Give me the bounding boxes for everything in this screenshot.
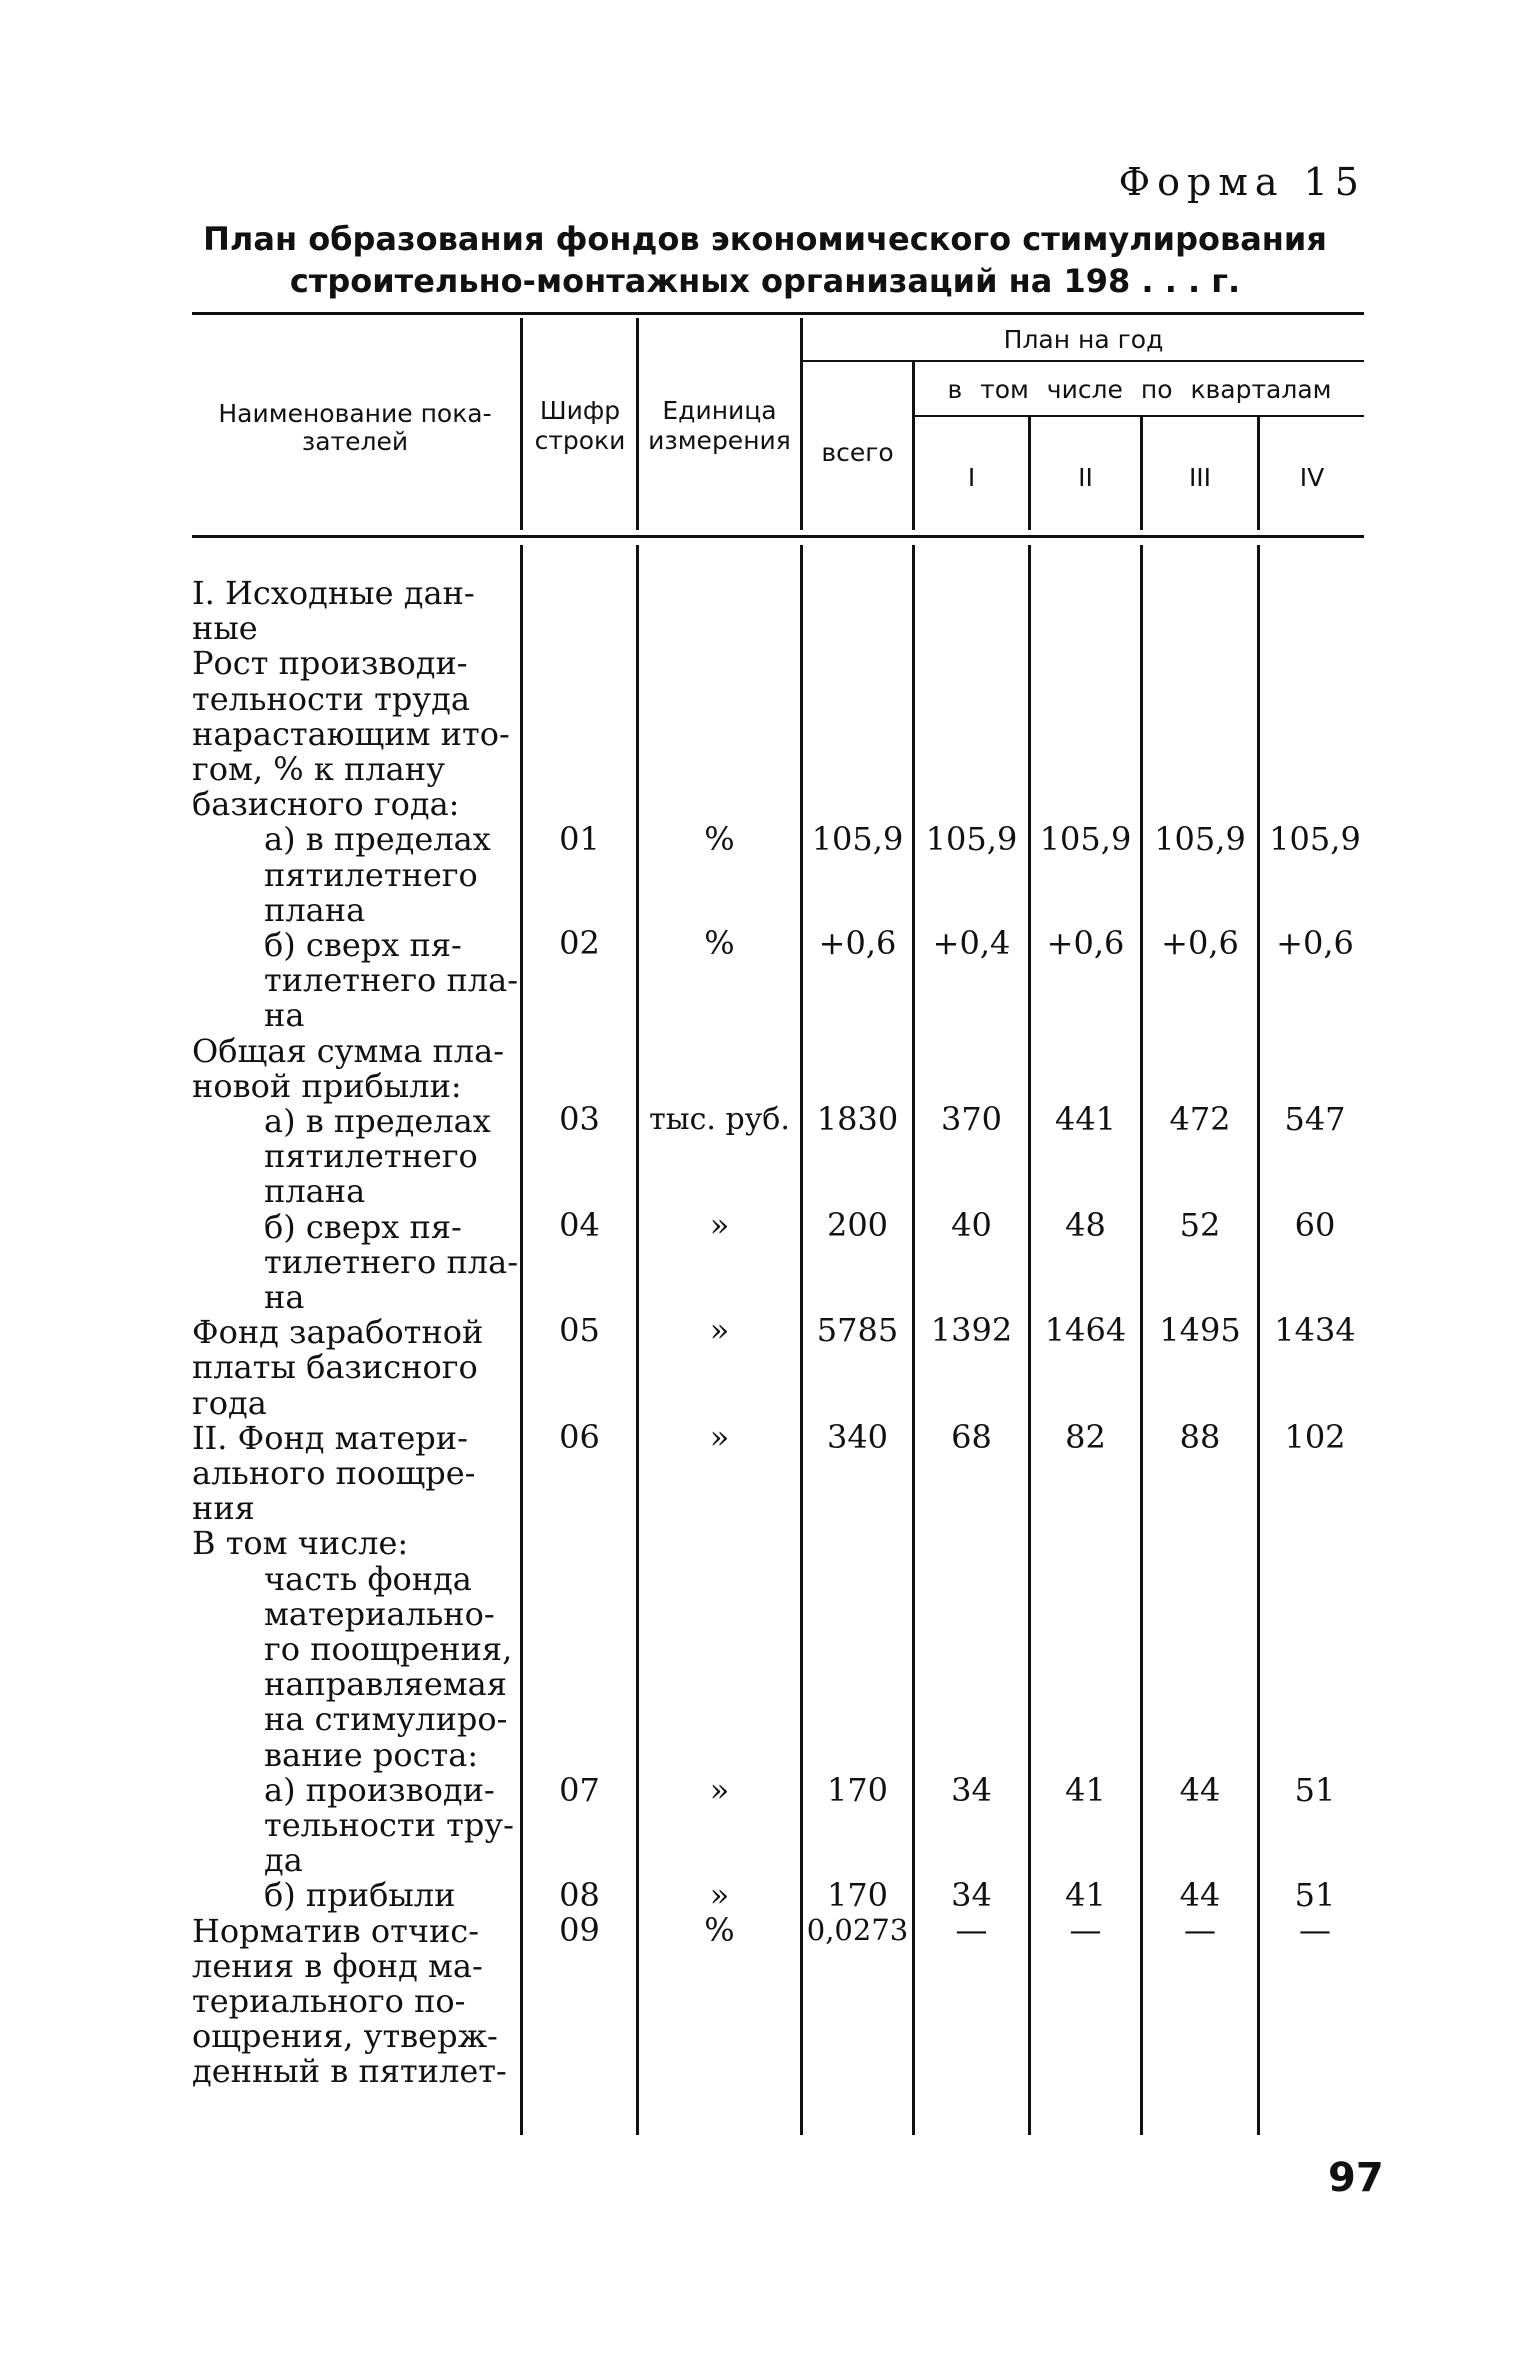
cell-quarter-2: +0,6 <box>1046 924 1125 962</box>
cell-code: 08 <box>559 1876 600 1914</box>
cell-quarter-1: 34 <box>951 1771 992 1809</box>
cell-total: 340 <box>826 1418 889 1456</box>
indicator-label-line: I. Исходные дан- <box>192 574 475 612</box>
indicator-label-line: вание роста: <box>264 1736 479 1774</box>
cell-code: 06 <box>559 1418 600 1456</box>
cell-quarter-3: 105,9 <box>1154 820 1246 858</box>
indicator-label-line: на <box>264 1278 305 1316</box>
cell-quarter-1: +0,4 <box>932 924 1011 962</box>
cell-quarter-3: 44 <box>1179 1876 1221 1914</box>
indicator-label-line: тельности труда <box>192 680 470 718</box>
cell-unit: тыс. руб. <box>649 1102 790 1137</box>
cell-quarter-1: — <box>955 1911 988 1949</box>
cell-quarter-1: 1392 <box>930 1311 1013 1349</box>
cell-total: 170 <box>826 1771 889 1809</box>
cell-quarter-2: — <box>1069 1911 1102 1949</box>
indicator-label-line: а) в пределах <box>264 820 491 858</box>
indicator-label-line: ального поощре- <box>192 1454 476 1492</box>
cell-unit: » <box>709 1876 730 1914</box>
indicator-label-line: тилетнего пла- <box>264 961 519 999</box>
indicator-label-line: а) производи- <box>264 1771 495 1809</box>
cell-quarter-2: 41 <box>1065 1771 1106 1809</box>
header-bottom-rule <box>192 535 1364 538</box>
indicator-label-line: Фонд заработной <box>192 1313 484 1351</box>
title-line-1: План образования фондов экономического стимулирования <box>203 220 1327 258</box>
indicator-label-line: В том числе: <box>192 1524 409 1562</box>
cell-quarter-3: 44 <box>1179 1771 1221 1809</box>
cell-quarter-4: 547 <box>1284 1100 1346 1138</box>
indicator-label-line: а) в пределах <box>264 1102 491 1140</box>
cell-unit: » <box>709 1206 730 1244</box>
indicator-label-line: гом, % к плану <box>192 750 445 788</box>
indicator-label-line: материально- <box>264 1595 495 1633</box>
cell-total: 0,0273 <box>806 1913 909 1947</box>
indicator-label-line: Норматив отчис- <box>192 1912 480 1950</box>
indicator-label-line: ния <box>192 1489 255 1527</box>
cell-quarter-1: 40 <box>951 1206 992 1244</box>
cell-quarter-2: 105,9 <box>1039 820 1132 858</box>
form-label: Форма 15 <box>1118 160 1366 204</box>
cell-quarter-2: 82 <box>1065 1418 1106 1456</box>
cell-quarter-3: 472 <box>1169 1100 1231 1138</box>
cell-quarter-1: 68 <box>951 1418 992 1456</box>
cell-total: 1830 <box>816 1100 899 1138</box>
cell-total: 105,9 <box>811 820 904 858</box>
indicator-label-line: б) сверх пя- <box>264 926 462 964</box>
cell-unit: » <box>709 1771 730 1809</box>
cell-quarter-3: 1495 <box>1159 1311 1241 1349</box>
indicator-label-line: териального по- <box>192 1982 466 2020</box>
cell-total: 5785 <box>816 1311 899 1349</box>
cell-quarter-3: 88 <box>1179 1418 1221 1456</box>
cell-code: 05 <box>559 1311 600 1349</box>
indicator-label-line: Рост производи- <box>192 644 468 682</box>
cell-quarter-4: 51 <box>1294 1771 1336 1809</box>
indicator-label-line: да <box>264 1841 303 1879</box>
indicator-label-line: го поощрения, <box>264 1630 513 1668</box>
cell-quarter-4: 102 <box>1284 1418 1346 1456</box>
indicator-label-line: пятилетнего <box>264 856 478 894</box>
cell-total: 170 <box>826 1876 889 1914</box>
cell-quarter-3: — <box>1184 1911 1216 1949</box>
cell-code: 04 <box>559 1206 600 1244</box>
header-total: всего <box>821 438 894 467</box>
document-title <box>190 218 1340 302</box>
header-quarter-3: III <box>1188 463 1212 492</box>
indicator-label-line: нарастающим ито- <box>192 715 510 753</box>
header-code-column: Шифр строки <box>534 396 626 455</box>
plan-year-rule <box>800 360 1364 362</box>
indicator-label-line: направляемая <box>264 1665 507 1703</box>
indicator-label-line: плана <box>264 1172 366 1210</box>
cell-unit: % <box>704 1911 735 1949</box>
cell-code: 02 <box>559 924 600 962</box>
cell-code: 01 <box>559 820 600 858</box>
cell-quarter-3: 52 <box>1179 1206 1221 1244</box>
indicator-label-line: Общая сумма пла- <box>192 1032 505 1070</box>
indicator-label-line: базисного года: <box>192 785 460 823</box>
cell-quarter-2: 1464 <box>1044 1311 1127 1349</box>
indicator-label-line: б) прибыли <box>264 1876 456 1914</box>
indicator-label-line: на стимулиро- <box>264 1700 508 1738</box>
cell-code: 09 <box>559 1911 600 1949</box>
cell-quarter-1: 105,9 <box>925 820 1018 858</box>
header-by-quarters: в том числе по кварталам <box>947 375 1332 404</box>
indicator-label-line: новой прибыли: <box>192 1067 462 1105</box>
cell-quarter-2: 441 <box>1054 1100 1117 1138</box>
header-name-column: Наименование пока- зателей <box>218 399 492 456</box>
header-quarter-1: I <box>967 463 976 492</box>
indicator-label-line: ления в фонд ма- <box>192 1947 483 1985</box>
cell-quarter-2: 48 <box>1065 1206 1106 1244</box>
indicator-label-line: часть фонда <box>264 1560 472 1598</box>
cell-total: +0,6 <box>818 924 897 962</box>
cell-quarter-2: 41 <box>1065 1876 1106 1914</box>
table-top-rule <box>192 312 1364 315</box>
header-quarter-4: IV <box>1299 463 1325 492</box>
cell-unit: % <box>704 924 735 962</box>
header-plan-year: План на год <box>1003 325 1164 354</box>
cell-quarter-1: 34 <box>951 1876 992 1914</box>
page-number: 97 <box>1328 2155 1384 2201</box>
cell-unit: » <box>709 1311 730 1349</box>
indicator-label-line: на <box>264 996 305 1034</box>
cell-unit: » <box>709 1418 730 1456</box>
cell-quarter-3: +0,6 <box>1161 924 1239 962</box>
col-sep-1 <box>520 318 523 530</box>
cell-quarter-4: 105,9 <box>1269 820 1361 858</box>
indicator-label-line: ощрения, утверж- <box>192 2017 498 2055</box>
cell-quarter-4: 51 <box>1294 1876 1336 1914</box>
cell-code: 03 <box>559 1100 600 1138</box>
indicator-label-line: пятилетнего <box>264 1137 478 1175</box>
cell-quarter-1: 370 <box>940 1100 1003 1138</box>
title-line-2: строительно-монтажных организаций на 198 . . . г. <box>289 262 1241 300</box>
header-quarter-2: II <box>1078 463 1093 492</box>
header-unit-column: Единица измерения <box>648 396 791 455</box>
indicator-label-line: тилетнего пла- <box>264 1243 519 1281</box>
indicator-label-line: года <box>192 1384 267 1422</box>
indicator-label-line: плана <box>264 891 366 929</box>
cell-quarter-4: 1434 <box>1274 1311 1356 1349</box>
cell-code: 07 <box>559 1771 600 1809</box>
indicator-label-line: II. Фонд матери- <box>192 1419 468 1457</box>
cell-quarter-4: +0,6 <box>1276 924 1354 962</box>
indicator-label-line: тельности тру- <box>264 1806 514 1844</box>
indicator-label-line: платы базисного <box>192 1348 478 1386</box>
indicator-label-line: ные <box>192 609 258 647</box>
indicator-label-line: б) сверх пя- <box>264 1208 462 1246</box>
cell-total: 200 <box>826 1206 889 1244</box>
indicator-label-line: денный в пятилет- <box>192 2052 507 2090</box>
cell-quarter-4: 60 <box>1294 1206 1336 1244</box>
cell-quarter-4: — <box>1299 1911 1331 1949</box>
cell-unit: % <box>704 820 735 858</box>
